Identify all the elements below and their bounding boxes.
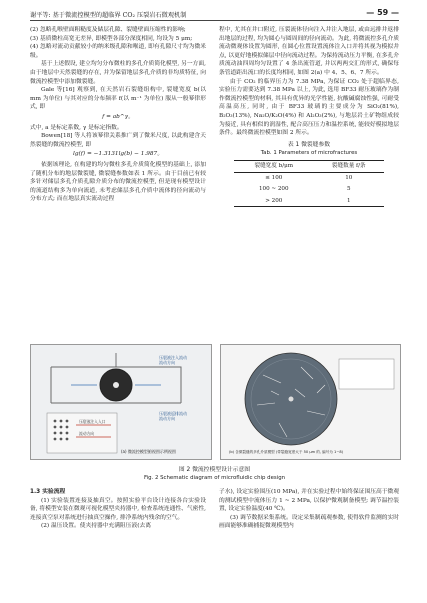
paragraph: Gale 等[16] 观察到, 在天然岩石裂缝组构中, 裂缝宽度 b(以 mm 为单位) 与其对应的分布频率 f(以 m⁻¹ 为单位) 服从一般幂律形式, 即: [30, 87, 206, 111]
label-inlet: 压裂液注入流动: [159, 355, 187, 360]
table-row: [234, 172, 384, 184]
porous-media-diagram: [221, 345, 400, 459]
table-title-en: Tab. 1 Parameters of microfractures: [260, 149, 358, 156]
paragraph: Bowen[18] 等人将该幂律关系推广到了微米尺度, 以此构建含天然裂缝的微流控模型, 即: [30, 133, 206, 148]
panel-b-caption: (b) 含微裂缝的多孔介质模型 (带裂缝宽度大于 50 μm 的, 编号为 1~8): [229, 450, 344, 454]
equation-1: f = ab^γ。: [102, 113, 134, 120]
table-cell: 100 ~ 200: [258, 186, 289, 193]
figure-2: [30, 344, 399, 460]
label-outlet: 压裂液返排流动: [159, 411, 187, 416]
page-number: — 59 —: [366, 8, 399, 17]
left-column: [30, 26, 206, 204]
paragraph: (3) 调节数据采集系统。设定采集制疏观参数, 使得软件监测的实时画面能够准确捕捉微观模型内: [219, 514, 399, 530]
figure-caption: [30, 466, 399, 482]
table-cell: ≤ 100: [265, 175, 283, 182]
paragraph: (4) 忽略对流动贡献较小的纳米级孔隙和喉道, 即有孔隙尺寸均为微米级。: [30, 44, 206, 59]
microfracture-table: [234, 160, 384, 208]
table-cell: 1: [346, 197, 351, 204]
paragraph: (1) 实验装置连接及抽真空。按照实验平台设计连接各台实验设备, 将模型安装在微观可视化模型夹持器中, 检查系统连通性、气密性, 连接真空泵对系统进行抽真空操作, 排净系统内残余的空气。: [30, 497, 206, 521]
table-title-cn: 表 1 微裂缝参数: [287, 141, 331, 148]
table-row: [234, 195, 384, 207]
section-title: 1.3 实验流程: [30, 489, 66, 495]
paragraph: 由于 CO₂ 的临界压力为 7.38 MPa, 为保证 CO₂ 处于超临界态, 实验压力需要达到 7.38 MPa 以上, 为此, 选用 BF33 耐压玻璃作为制作微流控模型的材料, 其具有优异的光学性能, 抗酸碱腐蚀性强, 可耐受高温高压, 同时, 由于 BF33 玻璃的主要成分为 SiO₂(81%), B₂O₃(13%), Na₂O/K₂O(4%) 和 Al₂O₃(2%), 与地层岩土矿物组成较为接近, 具有相似的润湿性, 配合高压压力和温控系统, 能较好模拟地层条件。最终微流控模型如图 2 所示。: [219, 78, 399, 137]
right-column: [219, 26, 399, 207]
figure-caption-en: Fig. 2 Schematic diagram of microfluidic chip design: [143, 475, 286, 481]
panel-a-caption: (a) 微流控模型俯视图示例视图: [121, 449, 176, 454]
table-header: 裂缝宽度 b/μm: [254, 163, 294, 170]
bottom-right-column: [219, 488, 399, 531]
paragraph: (2) 温压设置。使夹持器中充满阻压液(去离: [41, 523, 151, 530]
label-inlet-dir: 流动方向: [159, 360, 175, 365]
equation-2: lg(f) = −1.3131lg(b) − 1.987。: [73, 151, 163, 158]
figure-caption-cn: 图 2 微流控模型设计示意图: [178, 467, 251, 473]
table-cell: 10: [345, 175, 353, 182]
figure-panel-b: [220, 344, 401, 460]
table-row: [234, 184, 384, 195]
table-cell: 5: [346, 186, 351, 193]
paragraph: (3) 基质微柱高宽无差异, 即模型各部分深度相同, 均设为 5 μm;: [30, 35, 193, 42]
label-outlet-dir: 流动方向: [159, 416, 175, 421]
running-header: [30, 8, 399, 21]
table-header: 裂缝数量 f/条: [331, 163, 366, 170]
paragraph: 程中, 尤其在井口附近, 压裂流体径向注入井注入地层, 或由远排井返排出地层的过程, 均为圆心与圆周间的径向流动。为此, 将微流控多孔介质流动微观体设置为圆形, 在圆心位置设置流体注入口并将其视为模拟井点, 以更好地模拟储层中径向流动过程。为保持流动压力平衡, 在多孔介质流动油四周均匀设置了 4 条出流管道, 并以两两交汇的形式, 确保每条管道距出流口的长度均相同, 如图 2(a) 中 4、5、6、7 所示。: [219, 27, 399, 76]
running-title: 谢平等: 基于微流控模型的超临界 CO₂ 压裂岩石微观机制: [30, 12, 187, 19]
chip-top-view-diagram: [31, 345, 211, 459]
paragraph: (2) 忽略孔喉壁面粗糙度及储层孔隙、裂缝壁面压缩性的影响;: [30, 27, 186, 33]
paragraph: 式中, a 是标定系数, γ 是标定指数。: [30, 124, 123, 131]
label-bullet-1: 压裂液注入入口: [79, 419, 106, 424]
paragraph: 基于上述假设, 建立均匀分布微柱的多孔介质简化模型, 另一方面, 由于地层中天然裂缝的存在, 并为保留地层多孔介质的非均质特征, 向微流控模型中添加微裂缝。: [30, 61, 206, 85]
label-bullet-2: 流动方向: [79, 431, 95, 436]
bottom-left-column: [30, 488, 206, 531]
table-cell: > 200: [265, 197, 283, 204]
figure-panel-a: [30, 344, 212, 460]
paragraph: 依据该理论, 在构建的均匀微柱多孔介质简化模型的基础上, 添加了随机分布的地层微裂缝, 微裂缝参数如表 1 所示。由于目前已有较多针对储层多孔介质孔隙介质分布的微流控模型, 但是现有模型设计的流道结构多为单向流道, 未考虑储层多孔介质中流体的径向流动与分布方式; 而在地层真实流动过程: [30, 161, 206, 203]
paragraph: 子水), 设定实验围压(10 MPa), 并在实验过程中始终保证围压高于微观的测试模型中流体压力 1 ~ 2 MPa, 以保护微观制备模型; 调节温控装置, 设定实验温度(40 ℃)。: [219, 489, 399, 513]
